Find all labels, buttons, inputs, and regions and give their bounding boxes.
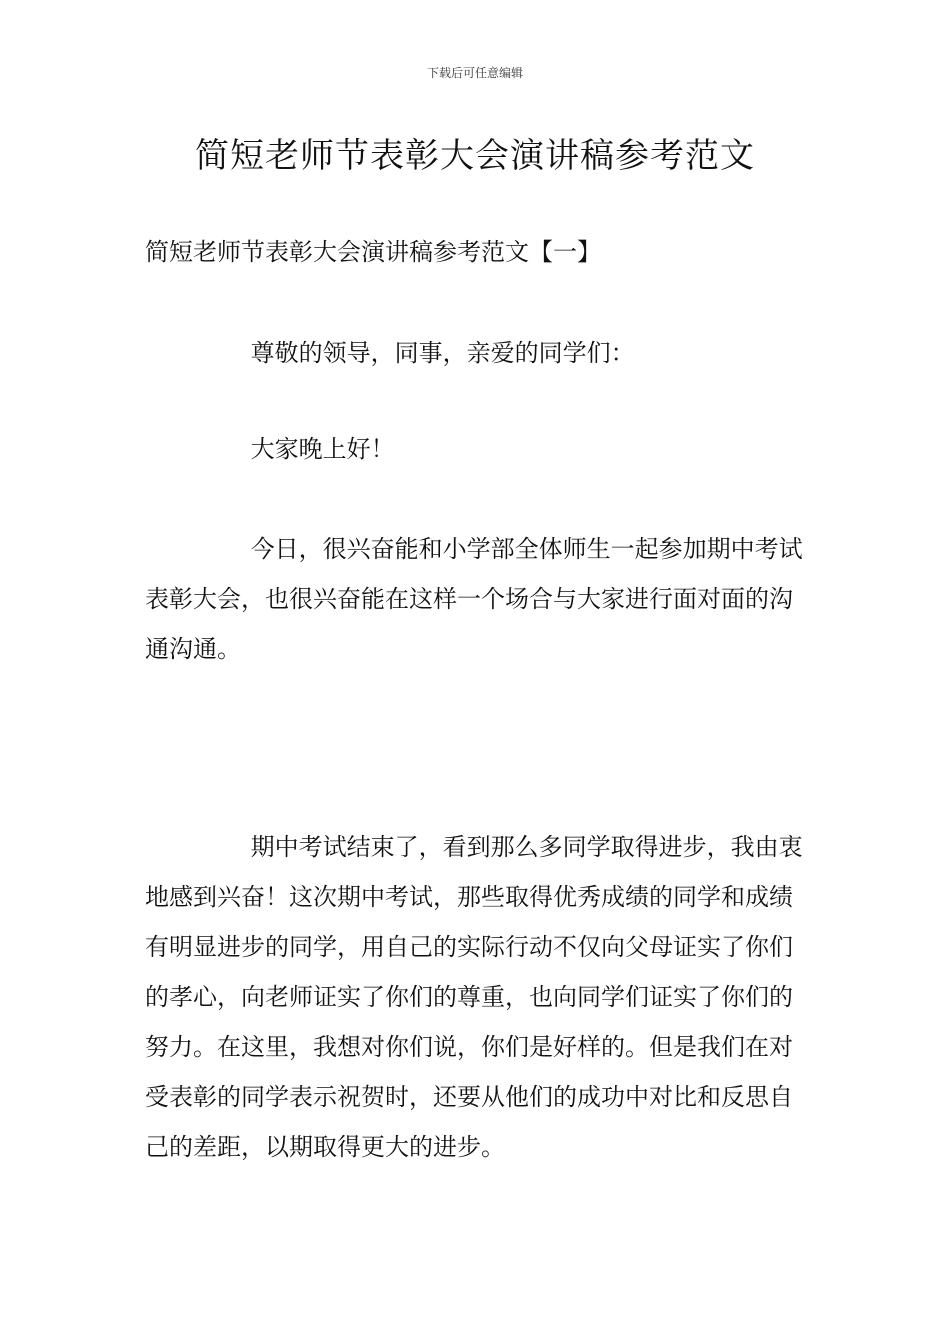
header-note: 下载后可任意编辑 (426, 66, 523, 80)
document-title: 简短老师节表彰大会演讲稿参考范文 (195, 136, 755, 176)
paragraph-body: 期中考试结束了，看到那么多同学取得进步，我由衷地感到兴奋！这次期中考试，那些取得优秀成绩的同学和成绩有明显进步的同学，用自己的实际行动不仅向父母证实了你们的孝心，向老师证实了你们的尊重，也向同学们证实了你们的努力。在这里，我想对你们说，你们是好样的。但是我们在对受表彰的同学表示祝贺时，还要从他们的成功中对比和反思自己的差距，以期取得更大的进步。 (145, 833, 803, 1161)
paragraph-greeting: 大家晚上好！ (250, 435, 395, 463)
paragraph-intro: 今日，很兴奋能和小学部全体师生一起参加期中考试表彰大会，也很兴奋能在这样一个场合与大家进行面对面的沟通沟通。 (145, 535, 803, 663)
paragraph-salutation: 尊敬的领导，同事，亲爱的同学们： (250, 339, 635, 367)
section-heading: 简短老师节表彰大会演讲稿参考范文【一】 (145, 238, 601, 266)
